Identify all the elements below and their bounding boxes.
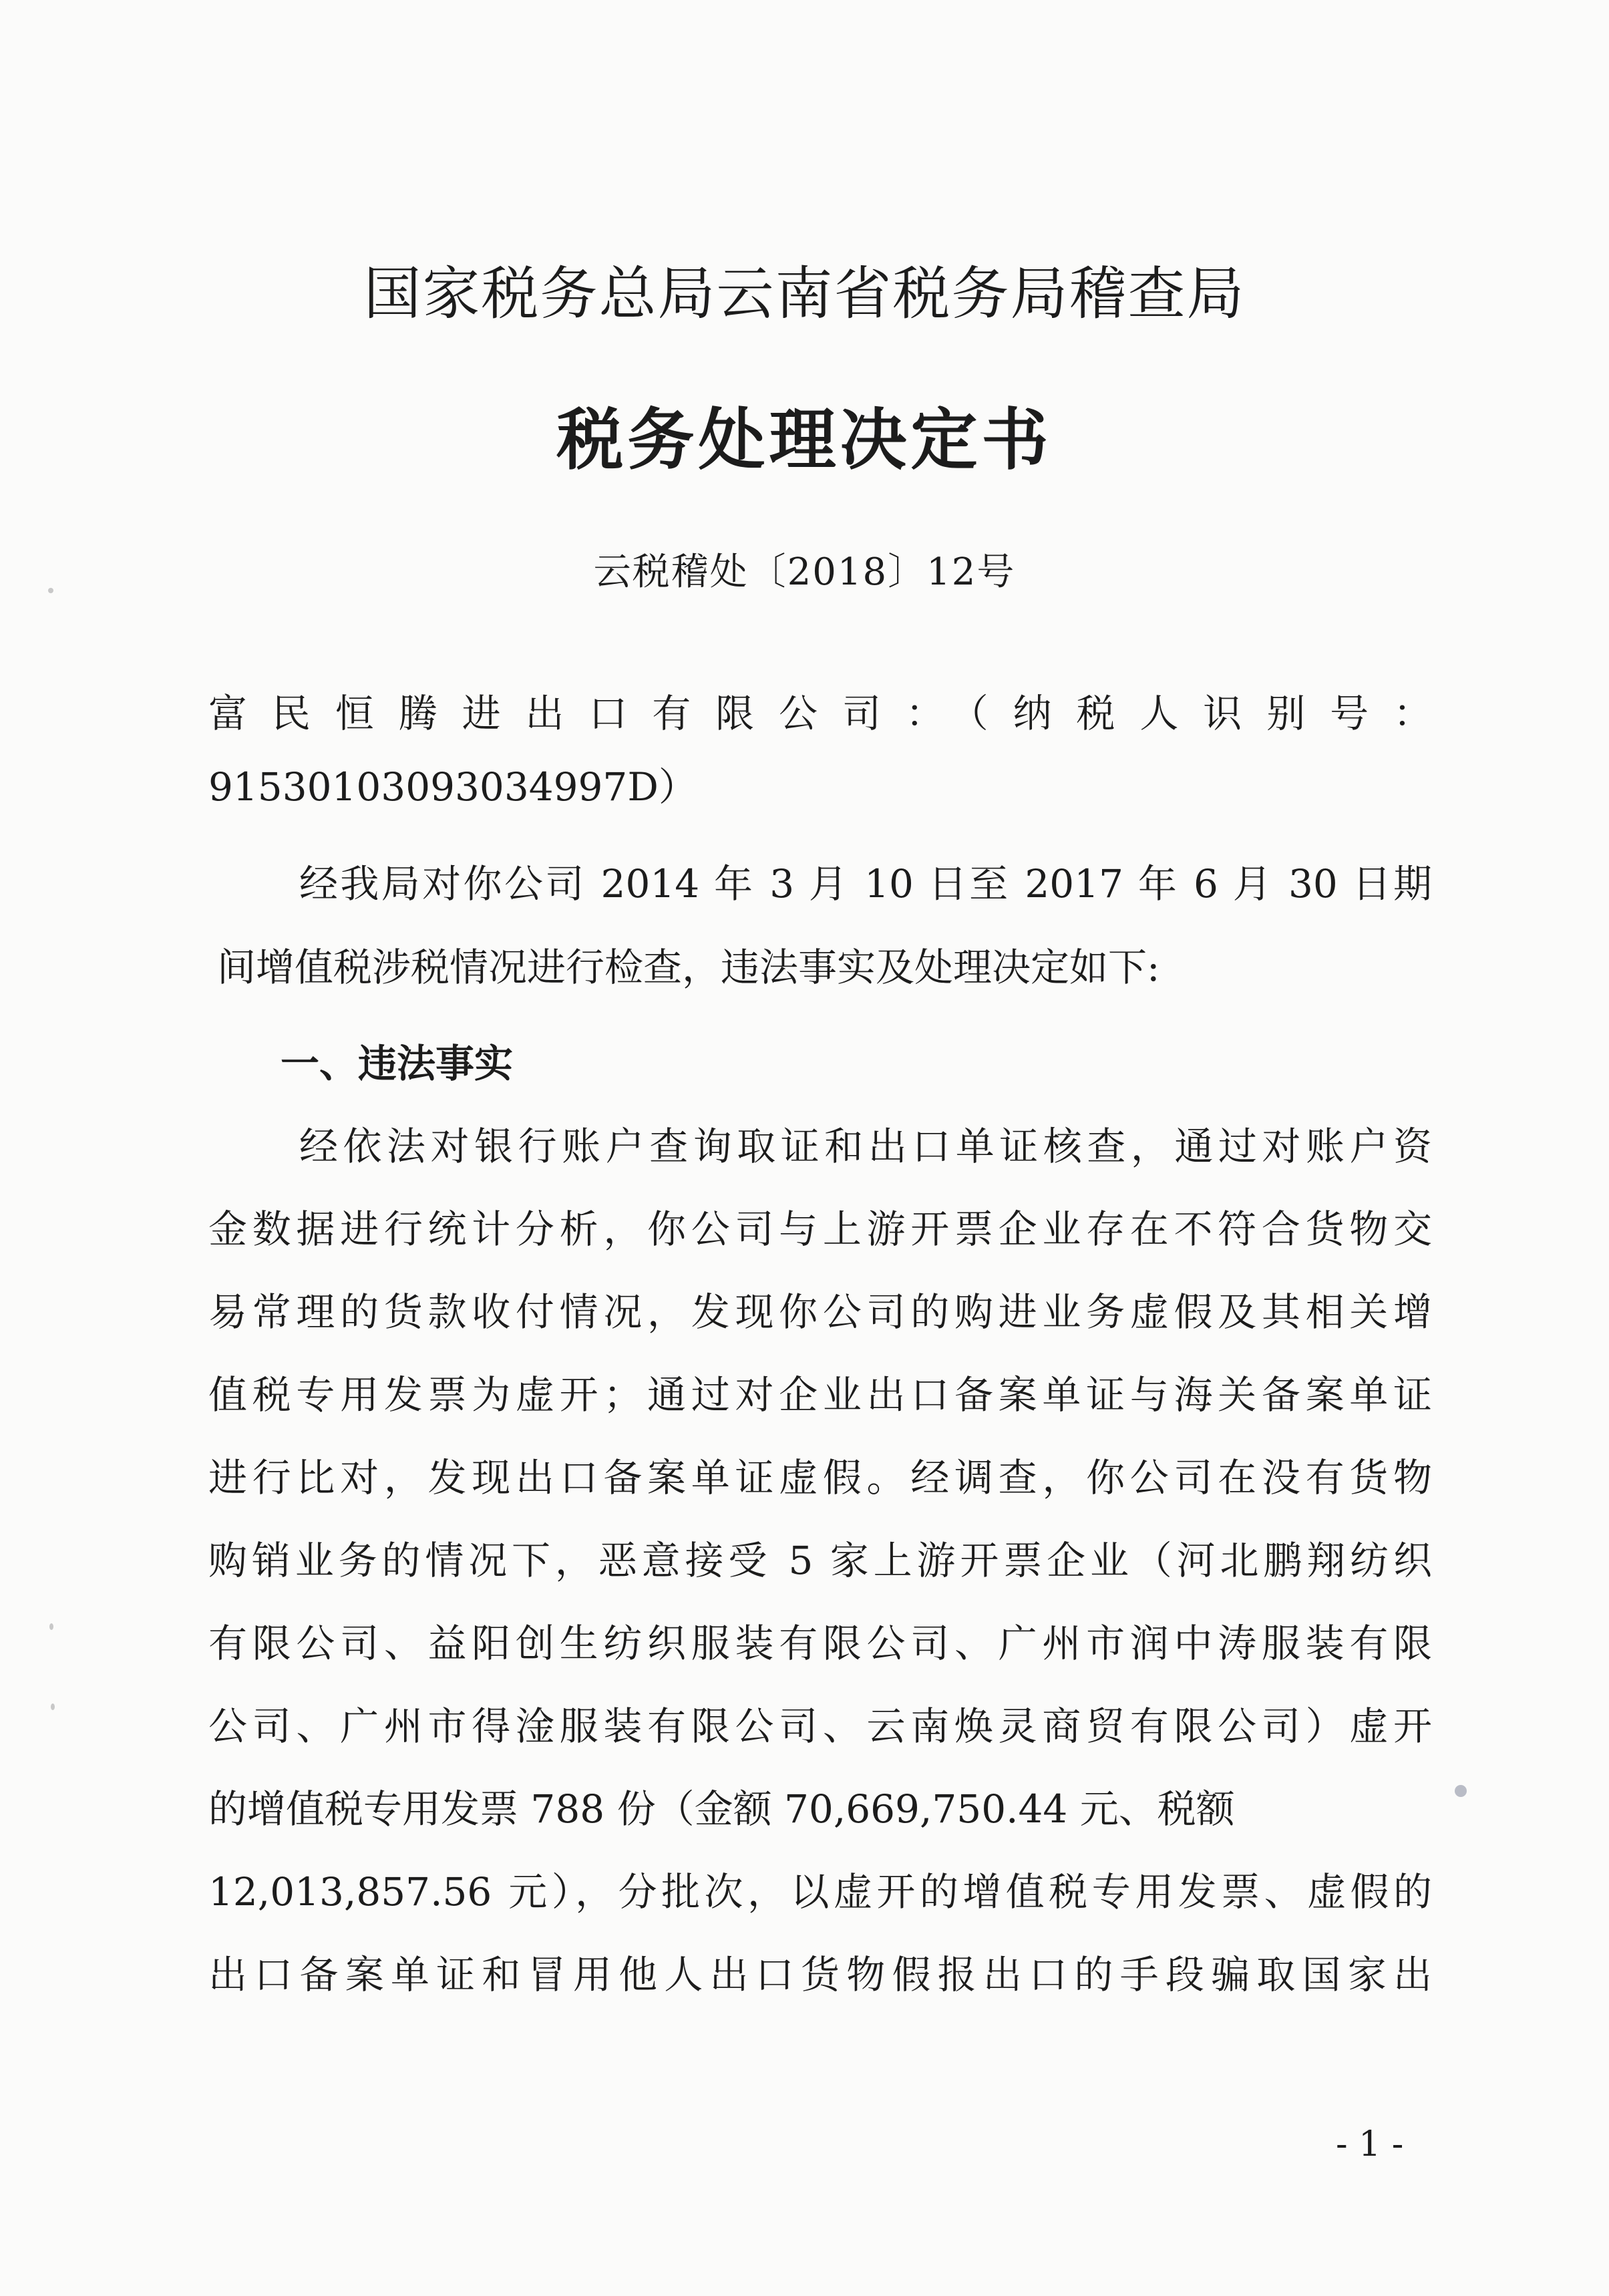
body-line: 进行比对，发现出口备案单证虚假。经调查，你公司在没有货物 <box>208 1455 1432 1500</box>
scan-speck <box>1455 1785 1467 1797</box>
intro-line-1: 经我局对你公司 2014 年 3 月 10 日至 2017 年 6 月 30 日期 <box>299 861 1432 907</box>
body-line: 有限公司、益阳创生纺织服装有限公司、广州市润中涛服装有限 <box>208 1621 1432 1666</box>
intro-line-2: 间增值税涉税情况进行检查，违法事实及处理决定如下: <box>217 945 1160 990</box>
page-number: - 1 - <box>1336 2124 1404 2164</box>
scan-speck <box>51 1703 55 1710</box>
recipient-line-1: 富民恒腾进出口有限公司：（纳税人识别号： <box>208 691 1432 736</box>
body-line: 公司、广州市得淦服装有限公司、云南焕灵商贸有限公司）虚开 <box>208 1703 1432 1749</box>
body-line: 易常理的货款收付情况，发现你公司的购进业务虚假及其相关增 <box>208 1289 1432 1335</box>
body-line: 购销业务的情况下，恶意接受 5 家上游开票企业（河北鹏翔纺织 <box>208 1538 1432 1583</box>
body-line: 出口备案单证和冒用他人出口货物假报出口的手段骗取国家出 <box>208 1952 1432 1997</box>
issuing-authority-title: 国家税务总局云南省税务局稽查局 <box>363 261 1246 327</box>
scan-speck <box>48 588 53 593</box>
recipient-line-2: 91530103093034997D） <box>208 764 697 810</box>
section-heading-violations: 一、违法事实 <box>281 1041 514 1086</box>
body-line: 金数据进行统计分析，你公司与上游开票企业存在不符合货物交 <box>208 1206 1432 1252</box>
document-type-title: 税务处理决定书 <box>556 401 1053 479</box>
document-number: 云税稽处〔2018〕12号 <box>593 550 1016 594</box>
body-line: 值税专用发票为虚开；通过对企业出口备案单证与海关备案单证 <box>208 1372 1432 1418</box>
body-line: 12,013,857.56 元），分批次，以虚开的增值税专用发票、虚假的 <box>208 1869 1432 1915</box>
scan-speck <box>49 1623 53 1630</box>
body-line: 的增值税专用发票 788 份（金额 70,669,750.44 元、税额 <box>208 1786 1235 1832</box>
body-line: 经依法对银行账户查询取证和出口单证核查，通过对账户资 <box>299 1124 1432 1169</box>
